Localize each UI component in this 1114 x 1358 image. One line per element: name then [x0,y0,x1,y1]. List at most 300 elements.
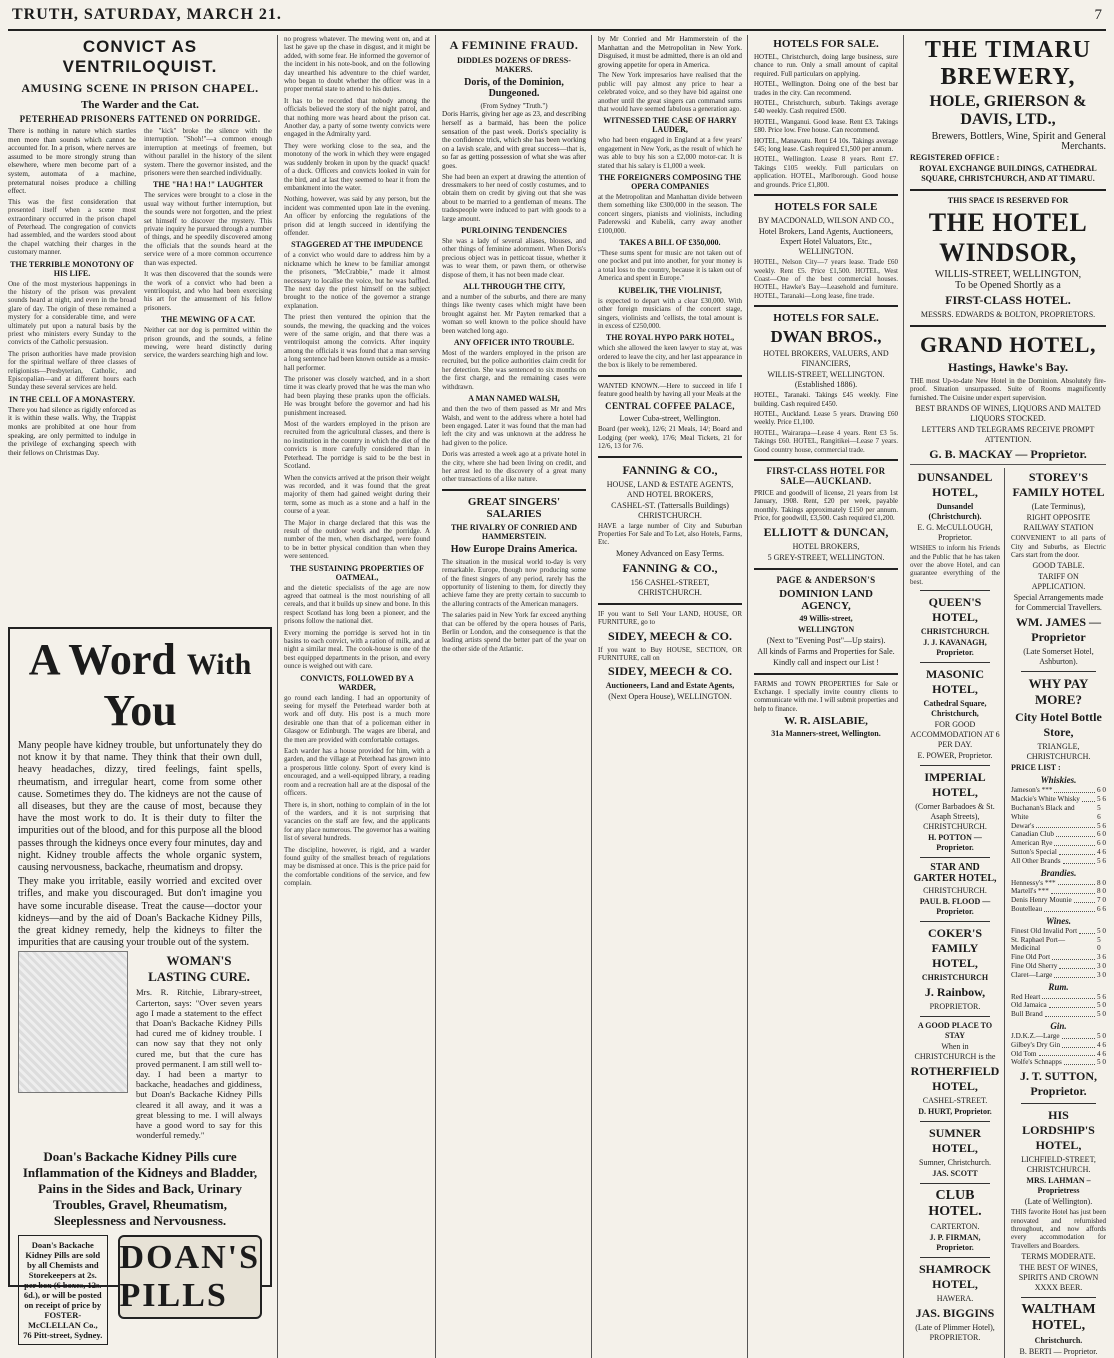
article-text-filler: This was the first consideration that presented itself when a scene most extraordinary occurred in the prison chapel of Peterhead. The congregation of convicts had assembled, and the warders stood about the chapel watching their charges in the customary manner. [8,197,136,257]
doans-pills-logo: DOAN'S PILLS [118,1235,262,1319]
article-subhead: THE TERRIBLE MONOTONY OF HIS LIFE. [10,259,134,278]
lordship-text: THIS favorite Hotel has just been renovated and refurnished throughout, and now affords every accommodation for Travellers and Boarders. [1011,1208,1106,1250]
hotel-listing: HOTEL, Wanganui. Good lease. Rent £3. Takings £80. Price low. Free house. Can recommend. [754,117,898,135]
article-paragraph: by Mr Conried and Mr Hammerstein of the Manhattan and the Metropolitan in New York. Disguised, it must be admitted, there is an old and growing appetite for opera in America. [598,35,742,69]
james-sub: (Late Somerset Hotel, Ashburton). [1023,647,1094,667]
storeys-sub: (Late Terminus), [1031,502,1086,512]
column-1 [8,35,278,1358]
rotherfield-proprietor: D. HURT, Proprietor. [918,1107,992,1117]
divider [1021,671,1096,672]
article-text-filler: is expected to depart with a clear £30,000. With other foreign musicians of the concert stage, singers, violinists and 'cellists, the total amount is in excess of £250,000. [598,296,742,330]
article-subhead: KUBELIK, THE VIOLINIST, [618,285,722,295]
dwan-sub: HOTEL BROKERS, VALUERS, AND FINANCIERS, [763,349,889,369]
price-leader [1051,887,1095,894]
divider [920,1257,990,1258]
hotel-ads-left [910,468,1005,1358]
article-text-filler: Most of the warders employed in the prison are recruited, but the police authorities claim credit for her detection. She was sentenced to six months on the first charge, and the remaining cases were withdrawn. [442,349,586,391]
subhead-prison-chapel: AMUSING SCENE IN PRISON CHAPEL. [21,81,259,95]
article-subhead: THE ROYAL HYPO PARK HOTEL, [605,333,735,343]
article-text-filler: The Major in charge declared that this was the result of the outdoor work and the porridge. A number of the men, when discharged, were found to be in better physical condition than when they were sentenced. [284,518,430,561]
why-pay-more: WHY PAY MORE? [1028,676,1089,708]
article-text-filler: They were working close to the sea, and the monotony of the work in which they were engaged was suddenly broken in upon by the quack! quack! of a duck. Officers and convicts looked in vain for the bird, and at last they seemed to hear it from the embankment into the water. [284,141,430,192]
price-item-price: 6 0 [1097,786,1106,795]
divider [754,194,898,196]
ad-filler: WISHES to inform his Friends and the Public that he has taken over the above Hotel, and can guarantee everything of the best. [910,544,1000,586]
price-item-price: 6 0 [1097,839,1106,848]
city-bottle-store: City Hotel Bottle Store, [1015,710,1102,740]
divider [754,305,898,307]
hotel-listing: HOTEL, Wellington. Doing one of the best bar trades in the city. Can recommend. [754,80,898,97]
dominion-text-2: Kindly call and inspect our List ! [773,657,879,667]
divider [598,456,742,458]
article-text-filler: She was a lady of several aliases, blouses, and other things of feminine adornment. When Doris's precious object was in petticoat tissue, whether it was to wear them, or pawn them, or otherwise dispose of them, it has not been made clear. [442,237,586,279]
hotel-ads-right [1011,468,1106,1358]
article-paragraph: There is nothing in nature which startles men more than sounds which cannot be accounted for. In a prison, where nerves are assumed to be more strongly strung than elsewhere, where men become part of a system, automata of a machine, preternatural noises produce a chilling effect. [8,127,136,196]
divider [442,489,586,491]
article-subhead: IN THE CELL OF A MONASTERY. [9,394,135,404]
price-item-price: 5 0 [1097,1010,1106,1019]
star-sub: CHRISTCHURCH. [923,886,987,896]
article-text-filler: She had been an expert at drawing the attention of dressmakers to her need of costly costumes, and to obtain them on credit by giving out that she was about to be married to a gentleman of means. The tradespeople were induced to part with goods to a large amount. [442,172,586,223]
price-item-price: 8 0 [1097,887,1106,896]
divider [920,1183,990,1184]
dwan-address: WILLIS-STREET, WELLINGTON. (Established 1886). [767,370,885,390]
storeys-opposite: RIGHT OPPOSITE RAILWAY STATION [1023,513,1094,533]
gin-heading: Gin. [1050,1020,1067,1031]
subhead-warder-cat: The Warder and the Cat. [81,99,199,111]
brewery-company: HOLE, GRIERSON & DAVIS, LTD., [929,93,1087,128]
price-row [1011,1010,1106,1019]
price-row [1011,1058,1106,1067]
price-row [1011,786,1106,795]
rum-heading: Rum. [1048,981,1069,992]
fanning-address: CASHEL-ST. (Tattersalls Buildings) CHRISTCHURCH. [611,500,729,520]
hotel-listing: HOTEL, Christchurch, suburb. Takings average £40 weekly. Cash required £500. [754,99,898,116]
listing-filler: HOTEL, Wellington. Lease 8 years. Rent £7. Takings £105 weekly. Full particulars on application. HOTEL, Marlborough. Good house and grounds. Price £1,800. [754,155,898,189]
price-row [1011,1050,1106,1059]
masthead [8,6,1106,31]
cokers-sub: CHRISTCHURCH [921,973,989,983]
terms-moderate: TERMS MODERATE. [1021,1252,1096,1262]
article-text-filler: The services were brought to a close in the usual way without further interruption, but the sounds were not forgotten, and the priest set himself to discover the mystery. This private inquiry he pursued through a number of things, and he speedily discovered among the officials that the sounds heard at the service were of a more common occurrence than was expected. [144,191,272,267]
price-item-price: 5 6 [1097,804,1101,821]
byline: (From Sydney "Truth.") [480,102,548,110]
dominion-text: All kinds of Farms and Properties for Sale. [757,646,895,656]
price-item-price: 5 6 [1097,856,1106,865]
price-item-name: Old Tom [1011,1049,1037,1058]
club-sub: CARTERTON. [930,1222,980,1232]
price-leader [1039,1050,1095,1057]
article-subhead: THE MEWING OF A CAT. [160,315,256,325]
price-item-name: Fine Old Sherry [1011,961,1058,970]
divider [754,459,898,461]
price-row [1011,848,1106,857]
price-item-price: 8 0 [1097,878,1106,887]
queens-sub: CHRISTCHURCH. [920,627,990,637]
price-row [1011,962,1106,971]
article-subhead: WITNESSED THE CASE OF HARRY LAUDER, [603,116,737,135]
price-item-price: 3 0 [1097,970,1106,979]
windsor-open: To be Opened Shortly as a [955,280,1061,291]
price-row [1011,839,1106,848]
first-class-hotel-text: PRICE and goodwill of license, 21 years from 1st January, 1908. Rent, £20 per week, payable monthly. Takings approximately £150 per annum. Price, for goodwill, £3,500. Cash required £1,200. [754,488,898,523]
price-item-name: St. Raphael Port—Medicinal [1011,935,1066,953]
sidey-sub: Auctioneers, Land and Estate Agents, [605,681,735,691]
article-text-filler: The priest then ventured the opinion that the sounds, the mewing, the quacking and the voices were of the same origin, and that there was a ventriloquist among the convicts. After inquiry among the officials it was found that a man serving a long sentence had been known outside as a music-hall performer. [284,313,430,372]
good-place: A GOOD PLACE TO STAY [917,1021,993,1041]
brewery-trade: Brewers, Bottlers, Wine, Spirit and General Merchants. [931,131,1106,152]
price-item-price: 5 6 [1097,795,1106,804]
windsor-props: MESSRS. EDWARDS & BOLTON, PROPRIETORS. [920,310,1096,319]
price-item-price: 5 0 [1097,1001,1106,1010]
price-item-name: Denis Henry Mounie [1011,896,1072,905]
elliott-duncan: ELLIOTT & DUNCAN, [763,524,889,539]
aislabie-address: 31a Manners-street, Wellington. [771,729,881,739]
club-proprietor: J. P. FIRMAN, Proprietor. [929,1233,981,1253]
dominion-address: 49 Willis-street, [799,613,853,623]
article-subhead: THE "HA ! HA !" LAUGHTER [152,180,263,190]
price-leader [1054,786,1095,793]
price-item-price: 7 0 [1097,896,1106,905]
price-row [1011,971,1106,980]
fanning-text: HAVE a large number of City and Suburban Properties For Sale and To Let, also Hotels, Farms, Etc. [598,521,742,547]
storeys-special: Special Arrangements made for Commercial Travellers. [1013,593,1104,613]
elliott-duncan-sub: HOTEL BROKERS, [792,541,860,551]
masthead-title: TRUTH, SATURDAY, MARCH 21. [12,6,282,23]
price-item-price: 5 0 [1097,926,1106,935]
price-leader [1059,848,1095,855]
divider [920,590,990,591]
price-item-name: Red Heart [1011,992,1041,1001]
broker-sub: Hotel Brokers, Land Agents, Auctioneers, Expert Hotel Valuators, Etc., WELLINGTON. [759,227,893,257]
article-text-filler: Each warder has a house provided for him, with a garden, and the village at Peterhead has grown into a prosperous little colony. Sport of every kind is encouraged, and a well-equipped library, a reading room and a recreation hall are at the disposal of the officers. [284,747,430,798]
ad-tagline: Doan's Backache Kidney Pills cure Inflammation of the Kidneys and Bladder, Pains in the Sides and Back, Urinary Troubles, Gravel, Rheumatism, Sleeplessness and Nervousness. [22,1148,258,1228]
shamrock-sub: HAWERA. [936,1294,974,1304]
dunsandel-proprietor: E. G. McCULLOUGH, Proprietor. [917,523,993,543]
price-item-price: 5 0 [1097,1031,1106,1040]
cafe-name: CENTRAL COFFEE PALACE, [605,401,735,412]
ad-body: Many people have kidney trouble, but unfortunately they do not know it by that name. They think that their own dull, heavy headaches, dizzy, tired feelings, faint spells, rheumatism, and irregular heart, come from some other cause. Sometimes they do. The kidneys are not the cause of all diseases, but they are the cause of most, because they have the most work to do. It is their duty to filter the impurities out of the blood, and for this purpose all the blood passes through the kidneys once every four minutes, day and night. Kidney trouble affects the whole organic system, causing nervousness, backache, rheumatism and dropsy. [18,740,262,874]
price-item-name: Wolfe's Schnapps [1011,1058,1062,1067]
article-text-filler: Neither cat nor dog is permitted within the prison grounds, and the sounds, a feline mewing, were heard distinctly during service, the warders searching high and low. [144,326,272,360]
grand-text: THE most Up-to-date New Hotel in the Dominion. Absolutely fire-proof. Situation unsurpassed. Suite of Rooms magnificently furnished. The Cuisine under expert supervision. [910,377,1106,402]
article-text-filler: and then the two of them passed as Mr and Mrs Walsh, and went to the address where a hotel had been engaged. Later it was found that the man had left the city and was unknown at the address he had given to the police. [442,405,586,447]
hotel-listing: HOTEL, Auckland. Lease 5 years. Drawing £60 weekly. Price £1,100. [754,409,898,427]
imperial-proprietor: H. POTTON — Proprietor. [928,833,982,853]
subhead-doris: Doris, of the Dominion, Dungeoned. [464,77,564,99]
storeys-tariff: TARIFF ON APPLICATION. [1031,572,1086,592]
cafe-price: Board (per week), 12/6; 21 Meals, 14/; Board and Lodging (per week), 17/6; Meal Tickets, 21 for 12/6, 13 for 7/6. [598,425,742,451]
sell-text: IF you want to Sell Your LAND, HOUSE, OR FURNITURE, go to [598,609,742,627]
good-place-sub: When in CHRISTCHURCH is the [914,1042,996,1062]
price-item-price: 3 6 [1097,953,1106,962]
headline-feminine-fraud: A FEMININE FRAUD. [449,38,579,52]
page-anderson: PAGE & ANDERSON'S [776,574,876,585]
article-text-filler: One of the most mysterious happenings in the history of the prison was prevalent sounds heard at night, and even in the broad glare of day. The origin of these remained a mystery for a considerable time, and were ultimately put upon a natural basis by the priest who ministers every Sunday to the convicts of the Catholic persuasion. [8,279,136,347]
article-text-filler: no progress whatever. The mewing went on, and at last he gave up the chase in disgust, and it might be added, with some fear. He informed the governor of the incident in his note-book, and on the following day unearthed his adventure to the chief warder, who began to doubt whether the officer was in a proper mental state to attend to his duties. [284,35,430,94]
article-body-convict [8,127,272,459]
article-text-filler: Every morning the porridge is served hot in tin basins to each convict, with a ration of milk, and at night a similar meal. The cook-house is one of the best equipped departments in the prison, and every ounce is weighed out with care. [284,628,430,671]
masonic-sub: Cathedral Square, Christchurch, [923,699,987,719]
first-class-hotel-heading: FIRST-CLASS HOTEL FOR SALE—AUCKLAND. [766,465,886,486]
price-leader [1082,795,1095,802]
article-text-filler: go round each landing. I had an opportunity of seeing for myself the Peterhead warder both at work and off duty. His post is a much more desirable one than that of a policeman either in Glasgow or Edinburgh. The wages are liberal, and the men are provided with comfortable cottages. [284,693,430,744]
club-hotel: CLUB HOTEL. [928,1188,982,1220]
cafe-address: Lower Cuba-street, Wellington. [619,414,721,424]
price-leader [1045,1010,1095,1017]
grand-letters: LETTERS AND TELEGRAMS RECEIVE PROMPT ATTENTION. [921,425,1095,445]
ad-footer [18,1235,262,1345]
waltham-hotel: WALTHAM HOTEL, [1021,1302,1096,1334]
brandies-heading: Brandies. [1040,867,1077,878]
brandies-list [1011,879,1106,914]
divider [598,603,742,605]
price-row [1011,830,1106,839]
price-leader [1062,1032,1095,1039]
price-item-price: 4 6 [1097,1040,1106,1049]
grand-address: Hastings, Hawke's Bay. [947,360,1069,374]
price-row [1011,927,1106,936]
price-item-price: 6 6 [1097,905,1106,913]
headline-great-singers: GREAT SINGERS' SALARIES [467,495,561,520]
wines-heading: Wines. [1046,915,1071,926]
best-wines: THE BEST OF WINES, SPIRITS AND CROWN XXXX BEER. [1018,1263,1099,1293]
hotel-listing: HOTEL, Christchurch, doing large business, sure chance to run. Only a small amount of capital required. Full particulars on applying. [754,53,898,78]
rainbow: J. Rainbow, [924,985,986,1000]
fanning-name: FANNING & CO., [622,462,718,477]
whiskies-list [1011,786,1106,865]
price-item-name: Claret—Large [1011,970,1053,979]
column-2 [284,35,436,1358]
james-proprietor: WM. JAMES — Proprietor [1016,615,1101,645]
article-text-filler: The prisoner was closely watched, and in a short time it was clearly proved that he was the man who had been playing these pranks upon the officials. He was brought before the governor and had his punishment increased. [284,375,430,417]
article-subhead: THE FOREIGNERS COMPOSING THE OPERA COMPANIES [598,173,742,192]
price-item-name: Mackie's White Whisky [1011,795,1080,804]
cafe-wanted: WANTED KNOWN.—Here to succeed in life I feature good health by having all your Meals at the [598,381,742,398]
article-text-filler: Doris was arrested a week ago at a private hotel in the city, where she had been living on credit, and her arrest led to the discovery of a great many other transactions of a like nature. [442,450,586,484]
price-row [1011,804,1106,822]
price-item-price: 5 0 [1097,1058,1106,1067]
divider [1021,1103,1096,1104]
price-item-name: American Rye [1011,839,1053,848]
article-subhead: A MAN NAMED WALSH, [468,394,560,404]
fanning-sub: HOUSE, LAND & ESTATE AGENTS, AND HOTEL BROKERS, [606,479,734,499]
price-leader [1062,1041,1095,1048]
price-row [1011,953,1106,962]
price-row [1011,905,1106,914]
article-text-filler: The discipline, however, is rigid, and a warder found guilty of the smallest breach of regulations may be dismissed at once. This is the price paid for the comfortable conditions of the service, and few complain. [284,845,430,888]
article-text-filler: The New York impresarios have realised that the public will pay almost any price to hear a celebrated voice, and so they have bid against one another until the great singers can command sums that would have seemed fabulous a generation ago. [598,71,742,113]
article-text-filler: and a number of the suburbs, and there are many things like twenty cases which might have been brought against her. Mr Payten remarked that a woman so well known to the police should have been watched long ago. [442,293,586,335]
article-subhead: ALL THROUGH THE CITY, [463,282,565,292]
ad-headline-word-c: You [103,686,177,735]
sumner-hotel: SUMNER HOTEL, [928,1126,981,1156]
wines-list [1011,927,1106,980]
price-item-price: 5 6 [1097,992,1106,1001]
hotels-for-sale-heading: HOTELS FOR SALE. [773,38,879,50]
ad-headline-word-b: With [186,648,252,681]
biggins-sub: (Late of Plimmer Hotel), PROPRIETOR. [915,1323,995,1343]
price-leader [1056,830,1095,837]
storeys-hotel: STOREY'S FAMILY HOTEL [1012,470,1105,500]
price-item-price: 5 6 [1097,821,1106,830]
right-ads-column [910,35,1106,1358]
registered-address: ROYAL EXCHANGE BUILDINGS, CATHEDRAL SQUARE, CHRISTCHURCH, AND AT TIMARU. [919,164,1097,183]
sutton-proprietor: J. T. SUTTON, Proprietor. [1019,1069,1098,1099]
rotherfield-sub: CASHEL-STREET. [922,1096,988,1106]
money-advanced: Money Advanced on Easy Terms. [616,548,724,558]
fanning-address-2: 156 CASHEL-STREET, CHRISTCHURCH. [630,577,710,597]
imperial-hotel: IMPERIAL HOTEL, [924,770,986,800]
price-item-price: 5 0 [1097,935,1101,953]
divider [920,1016,990,1017]
price-leader [1054,839,1095,846]
masonic-proprietor: E. POWER, Proprietor. [917,751,993,761]
hotel-ads-split [910,464,1106,1358]
price-row [1011,1032,1106,1041]
queens-hotel: QUEEN'S HOTEL, [928,595,982,625]
subhead-dressmakers: DIDDLES DOZENS OF DRESS-MAKERS. [457,56,571,74]
hotels-for-sale-heading-2: HOTELS FOR SALE [774,201,878,214]
storeys-text: CONVENIENT to all parts of City and Suburbs, as Electric Cars start from the door. [1011,534,1106,560]
article-paragraph: There you had silence as rigidly enforced as it is within these walls. Why, the Trappist monks are prohibited at one hour from speaking, are only permitted to indulge in the privilege of exchanging speech with their fellows on Christmas Day. [8,405,136,457]
testimonial-title: WOMAN'S LASTING CURE. [148,953,250,985]
brewery-name: THE TIMARU BREWERY, [924,37,1092,90]
price-row [1011,822,1106,831]
price-leader [1049,1001,1095,1008]
price-leader [1036,822,1095,829]
price-item-price: 4 6 [1097,848,1106,857]
berti-proprietor: B. BERTI — Proprietor. [1019,1347,1098,1357]
article-text-filler: the "kick" broke the silence with the interruption. "Shoh!"—a common enough interruption at meetings of freemen, but without parallel in the history of the silent system. There the governor insisted, and the prisoners were then searched individually. [144,127,272,178]
divider [598,375,742,377]
ad-headline [18,637,262,734]
farms-text: FARMS and TOWN PROPERTIES for Sale or Exchange. I specially invite country clients to communicate with me. I will submit properties and help to finance. [754,679,898,713]
article-text-filler: The prison authorities have made provision for the spiritual welfare of three classes of religionists—Presbyterian, Catholic, and Episcopalian—and at different hours each Sunday these several services are held. [8,349,136,392]
price-leader [1064,1058,1095,1065]
article-subhead: ANY OFFICER INTO TROUBLE. [453,338,575,348]
price-item-price: 3 0 [1097,961,1106,970]
article-text-filler: When the convicts arrived at the prison their weight was recorded, and it was found that the great majority of them had gained weight during their term, some as much as a stone and a half in the course of a year. [284,473,430,516]
elliott-duncan-address: 5 GREY-STREET, WELLINGTON. [767,552,885,562]
article-subhead: STAGGERED AT THE IMPUDENCE [291,240,423,250]
dunsandel-sub: Dunsandel (Christchurch). [928,502,982,522]
subhead-europe-drains: How Europe Drains America. [450,543,578,555]
price-item-name: All Other Brands [1011,856,1061,865]
windsor-class: FIRST-CLASS HOTEL. [945,293,1071,307]
buy-text: If you want to Buy HOUSE, SECTION, OR FURNITURE, call on [598,645,742,662]
lahman-proprietress: MRS. LAHMAN – Proprietress [1026,1176,1091,1196]
price-leader [1044,905,1095,912]
dominion-next: (Next to "Evening Post"—Up stairs). [766,635,886,645]
price-list-label: PRICE LIST : [1011,763,1061,773]
article-subhead: CONVICTS, FOLLOWED BY A WARDER, [300,673,414,692]
fanning-name-2: FANNING & CO., [622,560,718,575]
ad-headline-word-a: A Word [28,635,176,684]
price-item-name: Martell's *** [1011,887,1049,896]
price-item-name: Finest Old Invalid Port [1011,926,1078,935]
shamrock-hotel: SHAMROCK HOTEL, [919,1262,991,1292]
dunsandel-hotel: DUNSANDEL HOTEL, [917,470,993,500]
lordship-sub: LICHFIELD-STREET, CHRISTCHURCH. [1021,1155,1096,1175]
price-item-name: Bull Brand [1011,1010,1043,1019]
hotel-windsor: THE HOTEL WINDSOR, [928,208,1088,267]
headline-convict: CONVICT AS VENTRILOQUIST. [62,37,218,76]
price-item-price: 4 6 [1097,1049,1106,1058]
column-3 [442,35,592,1358]
price-leader [1079,927,1095,934]
sumner-sub: Sumner, Christchurch. [919,1158,991,1168]
price-item-name: Sutton's Special [1011,848,1057,857]
dwan-bros: DWAN BROS., [770,327,882,347]
article-subhead: PURLOINING TENDENCIES [461,226,567,235]
article-text-filler: of a convict who would dare to address him by a nickname which he knew to be familiar amongst the prisoners, "McCrabbie," made it almost necessary to localise the voice, but he was baffled. The next day the priest himself on the subject brought to the notice of the governor a strange explanation. [284,251,430,310]
price-row [1011,879,1106,888]
queens-proprietor: J. J. KAVANAGH, Proprietor. [923,638,987,658]
broker-by: BY MACDONALD, WILSON AND CO., [758,216,894,226]
article-text-filler: who had been engaged in England at a few years' engagement in New York, as the result of which he was able to buy his son a £2,000 motor-car. It is stated that his salary is £1,000 a week. [598,136,742,170]
article-paragraph: Doris Harris, giving her age as 23, and describing herself as a barmaid, has been the police sensation of the past week. Doris's speciality is the confidence trick, which she has been working on a lavish scale, and with great success—that is, so far as getting possession of what she was after goes. [442,110,586,170]
registered-office: REGISTERED OFFICE : [910,153,1000,162]
price-item-name: Gilbey's Dry Gin [1011,1040,1061,1049]
divider [920,765,990,766]
divider [910,325,1106,327]
ad-testimonial [18,951,262,1142]
article-text-filler: "These sums spent for music are not taken out of one pocket and put into another, for your money is a total loss to the country, because it is taken out of America and spent in Europe." [598,249,742,283]
aislabie: W. R. AISLABIE, [784,715,868,728]
rum-list [1011,993,1106,1019]
article-text-filler: and the dietetic specialists of the age are now agreed that oatmeal is the most nourishing of all cereals, and that it builds up sinew and bone. In this respect Scotland has long been a pioneer, and the prisons follow the national diet. [284,583,430,626]
ad-price-box: Doan's Backache Kidney Pills are sold by all Chemists and Storekeepers at 2s. per box (6 boxes, 12s. 6d.), or will be posted on receipt of price by FOSTER-McCLELLAN Co., 76 Pitt-street, Sydney. [18,1235,108,1345]
price-row [1011,1001,1106,1010]
subhead-porridge: PETERHEAD PRISONERS FATTENED ON PORRIDGE. [19,114,261,124]
price-item-name: Boutelleau [1011,905,1043,913]
divider [920,1121,990,1122]
price-item-price: 6 0 [1097,830,1106,839]
price-row [1011,857,1106,866]
article-text-filler: which she allowed the keen lawyer to stay at, was ordered to leave the city, and her last appearance in the box is likely to be remembered. [598,344,742,370]
divider [754,568,898,570]
hotel-listing: HOTEL, Manawatu. Rent £4 10s. Takings average £45; long lease. Cash required £1,500 per annum. [754,136,898,154]
star-garter-hotel: STAR AND GARTER HOTEL, [913,862,997,885]
whiskies-heading: Whiskies. [1040,775,1077,786]
lahman-sub: (Late of Wellington). [1024,1197,1093,1207]
hotels-for-sale-column [754,35,904,1358]
page-number: 7 [1094,7,1102,23]
divider [1021,1297,1096,1298]
divider [920,662,990,663]
price-row [1011,993,1106,1002]
hotel-listing: HOTEL, Taranaki. Takings £45 weekly. Fine building. Cash required £450. [754,391,898,408]
biggins: JAS. BIGGINS [915,1306,995,1321]
windsor-address: WILLIS-STREET, WELLINGTON, [934,269,1082,280]
hotels-for-sale-heading-3: HOTELS FOR SALE. [773,312,879,325]
masonic-text: FOR GOOD ACCOMMODATION AT 6 PER DAY. [910,720,1000,750]
price-item-name: J.D.K.Z.—Large [1011,1031,1060,1040]
price-item-name: Buchanan's Black and White [1011,804,1075,821]
price-row [1011,795,1106,804]
listing-filler: HOTEL, Wairarapa—Lease 4 years. Rent £3 5s. Takings £60. HOTEL, Rangitikei—Lease 7 years. Good country house, commercial trade. [754,428,898,454]
price-item-name: Dewar's [1011,821,1035,830]
dominion-land-agency: DOMINION LAND AGENCY, [779,587,873,612]
waltham-sub: Christchurch. [1034,1336,1083,1346]
rainbow-sub: PROPRIETOR. [929,1002,981,1012]
price-item-name: Old Jamaica [1011,1001,1047,1010]
price-row [1011,887,1106,896]
masonic-hotel: MASONIC HOTEL, [925,667,984,697]
grand-hotel: GRAND HOTEL, [920,332,1096,357]
column-5 [754,35,1106,1358]
